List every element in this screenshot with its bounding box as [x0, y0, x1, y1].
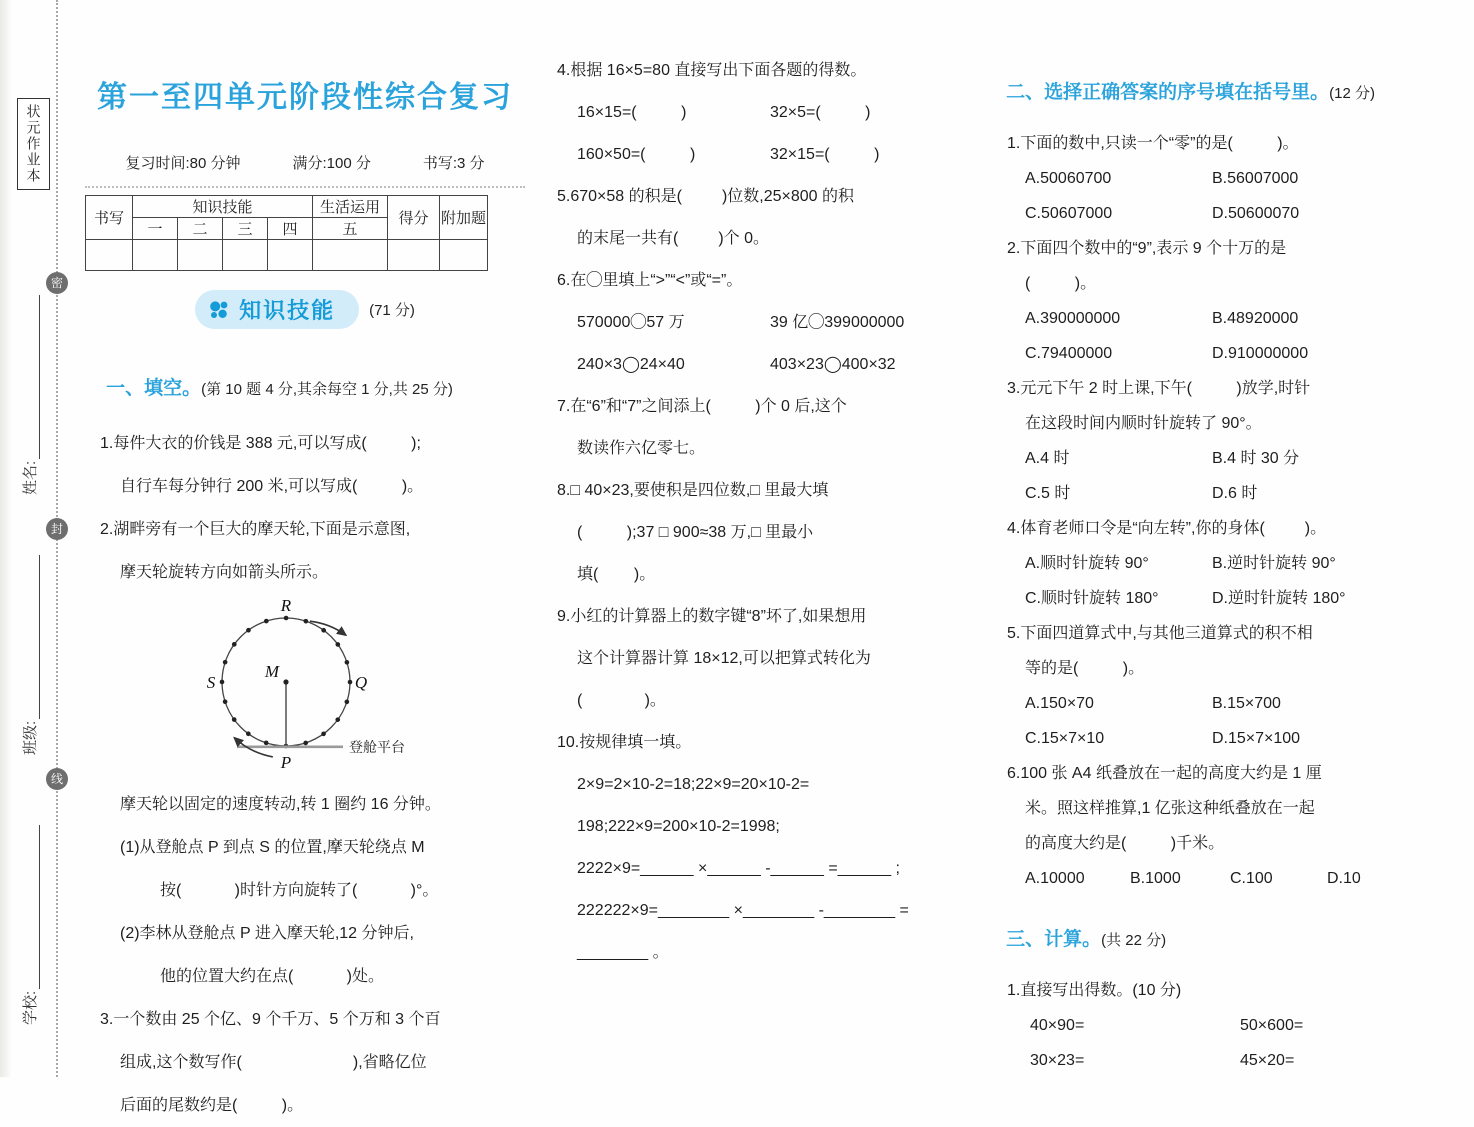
badge-label: 知识技能: [239, 298, 336, 323]
label-point-M: M: [264, 662, 280, 681]
fill-q8-line1: 8.□ 40×23,要使积是四位数,□ 里最大填: [557, 482, 829, 499]
score-empty-cell: [388, 240, 440, 271]
fill-q10-line3: 198;222×9=200×10-2=1998;: [577, 818, 780, 835]
fill-q6-row1: [552, 302, 974, 344]
score-sub-2: 二: [178, 218, 223, 240]
section-1-heading: [85, 351, 525, 422]
fill-q10-line4: 2222×9=______ ×______ -______ =______ ;: [577, 860, 900, 877]
section-2-title: 二、选择正确答案的序号填在括号里。: [1006, 82, 1330, 103]
fill-q4-item-b: 32×5=( ): [770, 104, 871, 121]
choice-q1-option-c: C.50607000: [1025, 205, 1113, 222]
fill-q3-line1: 3.一个数由 25 个亿、9 个千万、5 个万和 3 个百: [100, 1011, 441, 1028]
choice-q5-options-row1: [985, 686, 1423, 721]
boarding-platform-label: 登舱平台: [349, 739, 405, 755]
choice-q2-options-row1: [985, 301, 1423, 336]
choice-q6-option-d: D.10: [1327, 870, 1361, 887]
brand-box: 状元作业本: [17, 98, 50, 190]
page-edge-shade: [0, 0, 12, 1077]
seal-badge-mi: 密: [46, 272, 68, 294]
score-empty-cell: [440, 240, 488, 271]
score-sub-3: 三: [223, 218, 268, 240]
knowledge-skills-badge-row: [85, 290, 525, 329]
fill-q2-line3: 摩天轮以固定的速度转动,转 1 圈约 16 分钟。: [120, 796, 441, 813]
fill-q2-sub1-line1: (1)从登舱点 P 到点 S 的位置,摩天轮绕点 M: [120, 839, 425, 856]
label-point-P: P: [280, 753, 292, 772]
clover-icon: [207, 298, 231, 322]
choice-q3-option-c: C.5 时: [1025, 485, 1071, 502]
school-blank-line: [36, 825, 40, 989]
fill-q6-item-c: 240×3◯24×40: [577, 356, 685, 373]
fill-q4-row1: [552, 92, 974, 134]
center-dot: [283, 679, 288, 684]
knowledge-skills-badge: [195, 290, 359, 329]
class-label: 班级:: [22, 720, 39, 755]
choice-q1-options-row2: [985, 196, 1423, 231]
score-col-extra: 附加题: [440, 196, 488, 240]
calc-item-2: 50×600=: [1240, 1017, 1304, 1034]
score-col-knowledge: 知识技能: [133, 196, 313, 218]
fill-q10-line5: 222222×9=________ ×________ -________ =: [577, 902, 909, 919]
column-2: [552, 50, 974, 974]
school-field: [20, 825, 40, 1025]
section-2-heading: [985, 55, 1423, 126]
calc-q1-row1: [985, 1008, 1423, 1043]
choice-q2-option-d: D.910000000: [1212, 345, 1309, 362]
score-empty-cell: [133, 240, 178, 271]
fill-q3-line3: 后面的尾数约是( )。: [120, 1097, 304, 1114]
choice-q6-option-c: C.100: [1230, 870, 1273, 887]
choice-q2-text-line2: ( )。: [1025, 275, 1097, 292]
calc-item-4: 45×20=: [1240, 1052, 1295, 1069]
score-col-score: 得分: [388, 196, 440, 240]
choice-q3-option-a: A.4 时: [1025, 450, 1070, 467]
choice-q6-options-row: [985, 861, 1423, 896]
exam-info-writing: 书写:3 分: [422, 155, 485, 172]
fill-q6-row2: [552, 344, 974, 386]
fill-q5-line1: 5.670×58 的积是( )位数,25×800 的积: [557, 188, 855, 205]
fill-q2-line1: 2.湖畔旁有一个巨大的摩天轮,下面是示意图,: [100, 521, 411, 538]
school-label: 学校:: [22, 990, 39, 1025]
choice-q4-option-a: A.顺时针旋转 90°: [1025, 555, 1149, 572]
column-3: [985, 55, 1423, 1078]
choice-q1-options-row1: [985, 161, 1423, 196]
choice-q6-option-b: B.1000: [1130, 870, 1181, 887]
label-point-S: S: [206, 673, 216, 692]
fill-q4-item-d: 32×15=( ): [770, 146, 880, 163]
score-empty-cell: [86, 240, 133, 271]
choice-q5-text-line2: 等的是( )。: [1025, 660, 1145, 677]
page-title: 第一至四单元阶段性综合复习: [97, 81, 513, 114]
choice-q1-option-a: A.50060700: [1025, 170, 1112, 187]
choice-q3-text-line1: 3.元元下午 2 时上课,下午( )放学,时针: [1007, 380, 1311, 397]
choice-q3-options-row1: [985, 441, 1423, 476]
choice-q1-option-b: B.56007000: [1212, 170, 1299, 187]
choice-q4-options-row2: [985, 581, 1423, 616]
choice-q5-option-c: C.15×7×10: [1025, 730, 1105, 747]
choice-q2-text-line1: 2.下面四个数中的“9”,表示 9 个十万的是: [1007, 240, 1287, 257]
score-col-life: 生活运用: [313, 196, 388, 218]
label-point-R: R: [280, 598, 292, 615]
choice-q3-option-b: B.4 时 30 分: [1212, 450, 1300, 467]
choice-q5-option-b: B.15×700: [1212, 695, 1281, 712]
score-table: [85, 195, 488, 271]
section-1-title: 一、填空。: [106, 378, 202, 399]
score-empty-cell: [223, 240, 268, 271]
ferris-wheel-diagram: [121, 598, 525, 783]
choice-q6-text-line3: 的高度大约是( )千米。: [1025, 835, 1225, 852]
choice-q5-text-line1: 5.下面四道算式中,与其他三道算式的积不相: [1007, 625, 1313, 642]
exam-info-fullscore: 满分:100 分: [292, 155, 371, 172]
choice-q3-option-d: D.6 时: [1212, 485, 1258, 502]
calc-q1-row2: [985, 1043, 1423, 1078]
choice-q5-options-row2: [985, 721, 1423, 756]
choice-q1-text: 1.下面的数中,只读一个“零”的是( )。: [1007, 135, 1299, 152]
section-2-note: (12 分): [1329, 85, 1375, 102]
section-3-note: (共 22 分): [1101, 932, 1167, 949]
choice-q5-option-d: D.15×7×100: [1212, 730, 1301, 747]
fill-q9-line1: 9.小红的计算器上的数字键“8”坏了,如果想用: [557, 608, 867, 625]
fill-q8-line2: ( );37 □ 900≈38 万,□ 里最小: [577, 524, 814, 541]
fill-q1-line1: 1.每件大衣的价钱是 388 元,可以写成( );: [100, 435, 421, 452]
section-3-title: 三、计算。: [1006, 929, 1102, 950]
fill-q6-item-d: 403×23◯400×32: [770, 356, 896, 373]
fill-q4-row2: [552, 134, 974, 176]
choice-q2-option-a: A.390000000: [1025, 310, 1121, 327]
choice-q3-text-line2: 在这段时间内顺时针旋转了 90°。: [1025, 415, 1262, 432]
choice-q6-text-line2: 米。照这样推算,1 亿张这种纸叠放在一起: [1025, 800, 1315, 817]
choice-q2-option-b: B.48920000: [1212, 310, 1299, 327]
name-label: 姓名:: [22, 460, 39, 495]
fill-q8-line3: 填( )。: [577, 566, 656, 583]
fill-q3-line2: 组成,这个数写作( ),省略亿位: [120, 1054, 427, 1071]
fill-q7-line2: 数读作六亿零七。: [577, 440, 706, 457]
choice-q4-option-b: B.逆时针旋转 90°: [1212, 555, 1336, 572]
choice-q4-text: 4.体育老师口令是“向左转”,你的身体( )。: [1007, 520, 1327, 537]
fill-q2-sub1-line2: 按( )时针方向旋转了( )°。: [160, 882, 439, 899]
choice-q5-option-a: A.150×70: [1025, 695, 1094, 712]
fill-q2-sub2-line2: 他的位置大约在点( )处。: [160, 968, 385, 985]
exam-info-row: [85, 152, 525, 173]
fill-q4-line1: 4.根据 16×5=80 直接写出下面各题的得数。: [557, 62, 867, 79]
fill-q5-line2: 的末尾一共有( )个 0。: [577, 230, 770, 247]
exam-info-time: 复习时间:80 分钟: [125, 155, 241, 172]
score-empty-cell: [268, 240, 313, 271]
fill-q6-line1: 6.在◯里填上“>”“<”或“=”。: [557, 272, 743, 289]
fill-q9-line3: ( )。: [577, 692, 666, 709]
seal-badge-feng: 封: [46, 518, 68, 540]
choice-q2-option-c: C.79400000: [1025, 345, 1113, 362]
section-1-note: (第 10 题 4 分,其余每空 1 分,共 25 分): [201, 381, 453, 398]
choice-q4-option-d: D.逆时针旋转 180°: [1212, 590, 1346, 607]
score-empty-cell: [313, 240, 388, 271]
seal-badge-xian: 线: [46, 768, 68, 790]
column-1: [85, 60, 525, 1127]
fill-q9-line2: 这个计算器计算 18×12,可以把算式转化为: [577, 650, 871, 667]
section-3-heading: [985, 902, 1423, 973]
fill-q4-item-a: 16×15=( ): [577, 104, 687, 121]
choice-q1-option-d: D.50600070: [1212, 205, 1300, 222]
fill-q2-line2: 摩天轮旋转方向如箭头所示。: [120, 564, 329, 581]
choice-q6-text-line1: 6.100 张 A4 纸叠放在一起的高度大约是 1 厘: [1007, 765, 1322, 782]
fill-q10-line2: 2×9=2×10-2=18;22×9=20×10-2=: [577, 776, 810, 793]
choice-q4-option-c: C.顺时针旋转 180°: [1025, 590, 1159, 607]
score-sub-5: 五: [313, 218, 388, 240]
calc-q1-text: 1.直接写出得数。(10 分): [1007, 982, 1182, 999]
name-blank-line: [36, 295, 40, 459]
fill-q10-line6: ________ 。: [577, 944, 669, 961]
choice-q3-options-row2: [985, 476, 1423, 511]
fill-q4-item-c: 160×50=( ): [577, 146, 696, 163]
fill-q6-item-a: 570000◯57 万: [577, 314, 685, 331]
dotted-divider: [85, 186, 525, 188]
choice-q4-options-row1: [985, 546, 1423, 581]
label-point-Q: Q: [354, 673, 368, 692]
fill-q7-line1: 7.在“6”和“7”之间添上( )个 0 后,这个: [557, 398, 847, 415]
fill-q10-line1: 10.按规律填一填。: [557, 734, 692, 751]
score-sub-4: 四: [268, 218, 313, 240]
fill-q6-item-b: 39 亿◯399000000: [770, 314, 905, 331]
calc-item-3: 30×23=: [1030, 1052, 1085, 1069]
score-col-writing: 书写: [86, 196, 133, 240]
choice-q6-option-a: A.10000: [1025, 870, 1085, 887]
name-field: [20, 295, 40, 495]
calc-item-1: 40×90=: [1030, 1017, 1085, 1034]
choice-q2-options-row2: [985, 336, 1423, 371]
score-sub-1: 一: [133, 218, 178, 240]
score-empty-cell: [178, 240, 223, 271]
fill-q1-line2: 自行车每分钟行 200 米,可以写成( )。: [120, 478, 424, 495]
class-blank-line: [36, 555, 40, 719]
class-field: [20, 555, 40, 755]
fill-q2-sub2-line1: (2)李林从登舱点 P 进入摩天轮,12 分钟后,: [120, 925, 414, 942]
badge-score: (71 分): [369, 302, 415, 319]
